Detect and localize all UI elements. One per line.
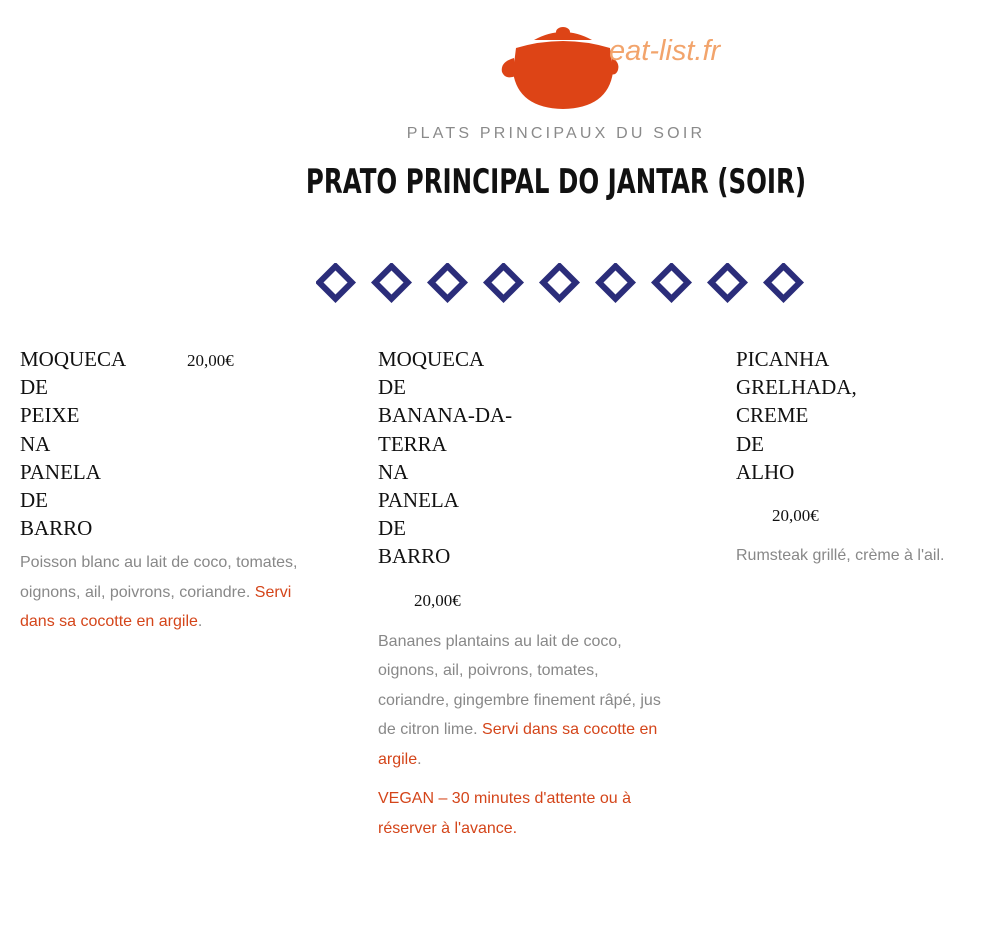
- serving-note: Servi dans sa cocotte en argile: [20, 583, 292, 631]
- diamond-icon: [431, 266, 464, 299]
- dish-name: PICANHA GRELHADA, CREME DE ALHO: [736, 347, 857, 484]
- vegan-note: VEGAN – 30 minutes d'attente ou à réserver à l'avance.: [378, 790, 631, 837]
- diamond-icon: [655, 266, 688, 299]
- page-title: PRATO PRINCIPAL DO JANTAR (SOIR): [305, 162, 807, 202]
- dish-price: 20,00€: [187, 351, 234, 370]
- diamond-icon: [487, 266, 520, 299]
- diamond-icon: [375, 266, 408, 299]
- dish-description: Bananes plantains au lait de coco, oignons, ail, poivrons, tomates, coriandre, gingembre finement râpé, jus de citron lime. Servi dans sa cocotte en argile.: [378, 632, 661, 768]
- diamond-icon: [319, 266, 352, 299]
- dish-name: MOQUECA DE PEIXE NA PANELA DE BARRO: [20, 347, 126, 541]
- diamond-divider: [316, 263, 806, 303]
- menu-item: [736, 345, 986, 571]
- diamond-icon: [599, 266, 632, 299]
- menu-item: [20, 345, 320, 637]
- menu-item: [378, 345, 678, 843]
- dish-price: 20,00€: [772, 506, 819, 526]
- watermark: eat-list.fr: [609, 35, 721, 67]
- dish-description: Rumsteak grillé, crème à l'ail.: [736, 547, 945, 565]
- serving-note: Servi dans sa cocotte en argile: [378, 721, 658, 768]
- diamond-icon: [711, 266, 744, 299]
- diamond-icon: [543, 266, 576, 299]
- dish-price: 20,00€: [414, 590, 461, 610]
- diamond-icon: [767, 266, 800, 299]
- cooking-pot-icon: [496, 18, 621, 113]
- dish-name: MOQUECA DE BANANA-DA-TERRA NA PANELA DE BARRO: [378, 347, 513, 569]
- dish-description: Poisson blanc au lait de coco, tomates, oignons, ail, poivrons, coriandre. Servi dans sa cocotte en argile.: [20, 554, 298, 631]
- section-subtitle: PLATS PRINCIPAUX DU SOIR: [406, 125, 706, 142]
